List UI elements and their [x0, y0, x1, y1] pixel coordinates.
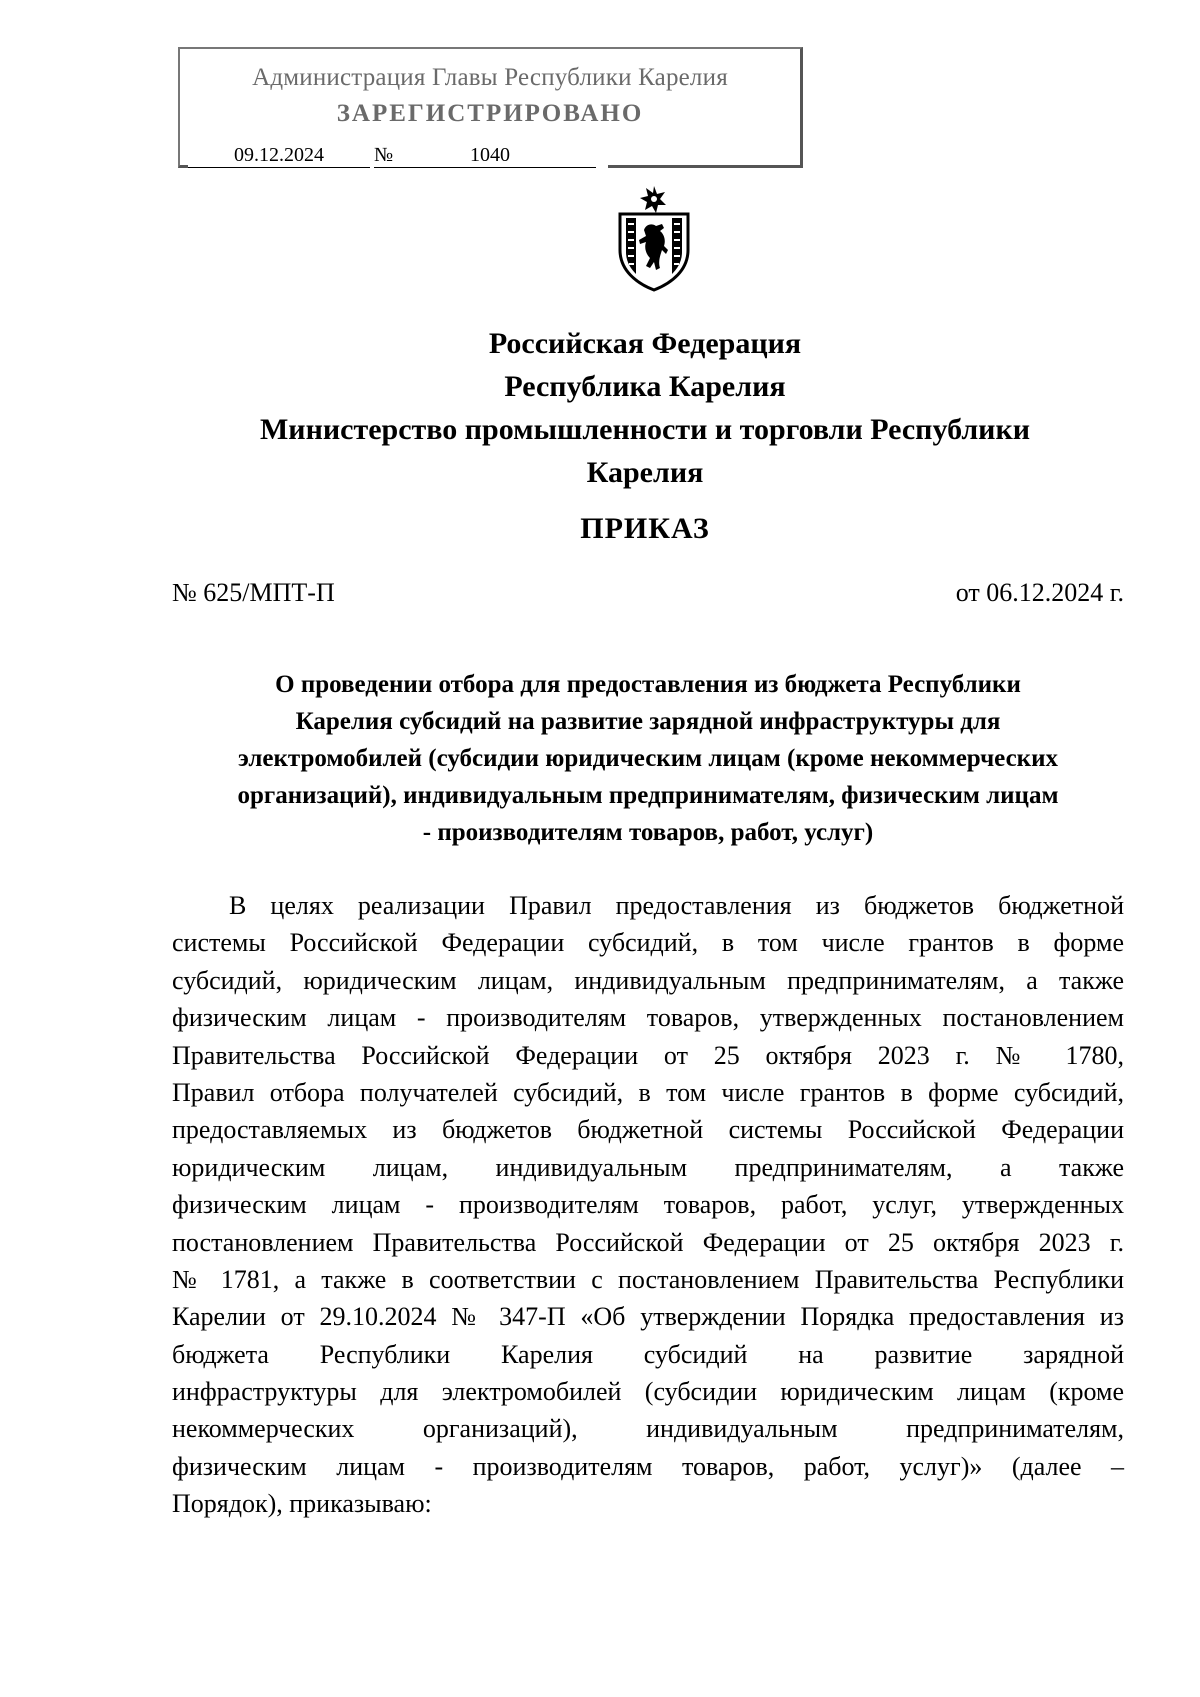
body-line: Правил отбора получателей субсидий, в том числе грантов в форме субсидий,: [172, 1077, 1124, 1107]
order-meta: [172, 578, 1124, 614]
body-line: системы Российской Федерации субсидий, в том числе грантов в форме: [172, 928, 1124, 958]
registration-stamp: [178, 47, 804, 169]
header-republic: Республика Карелия: [504, 370, 786, 403]
body-line: физическим лицам - производителям товаров, работ, услуг, утвержденных: [172, 1190, 1124, 1220]
body-line: Правительства Российской Федерации от 25 октября 2023 г. № 1780,: [172, 1040, 1124, 1070]
stamp-registration-line: [188, 143, 608, 169]
header-country: Российская Федерация: [488, 327, 802, 360]
order-date: от 06.12.2024 г.: [955, 578, 1124, 607]
body-line: Карелии от 29.10.2024 № 347-П «Об утверждении Порядка предоставления из: [172, 1302, 1124, 1332]
subject-line: организаций), индивидуальным предпринимателям, физическим лицам: [237, 782, 1059, 809]
stamp-status: ЗАРЕГИСТРИРОВАНО: [336, 100, 644, 127]
body-line: Порядок), приказываю:: [172, 1489, 432, 1519]
body-line: В целях реализации Правил предоставления из бюджетов бюджетной: [229, 891, 1124, 920]
registration-date: 09.12.2024: [188, 143, 370, 168]
document-type: ПРИКАЗ: [580, 512, 710, 545]
body-line: предоставляемых из бюджетов бюджетной системы Российской Федерации: [172, 1115, 1124, 1145]
registration-number-sign: №: [374, 143, 400, 168]
body-line: субсидий, юридическим лицам, индивидуальным предпринимателям, а также: [172, 965, 1124, 995]
header-ministry-cont: Карелия: [586, 456, 704, 489]
body-line: физическим лицам - производителям товаров, утвержденных постановлением: [172, 1003, 1124, 1033]
body-line: юридическим лицам, индивидуальным предпринимателям, а также: [172, 1152, 1124, 1182]
body-line: физическим лицам - производителям товаров, работ, услуг)» (далее –: [172, 1451, 1124, 1481]
subject-line: О проведении отбора для предоставления из бюджета Республики: [275, 671, 1021, 698]
subject-line: Карелия субсидий на развитие зарядной инфраструктуры для: [295, 708, 1001, 735]
stamp-title: Администрация Главы Республики Карелия: [252, 64, 728, 91]
order-number: № 625/МПТ-П: [172, 578, 335, 607]
body-line: бюджета Республики Карелия субсидий на развитие зарядной: [172, 1339, 1124, 1369]
registration-number: 1040: [400, 143, 596, 168]
header-ministry: Министерство промышленности и торговли Республики: [259, 413, 1031, 446]
body-line: инфраструктуры для электромобилей (субсидии юридическим лицам (кроме: [172, 1377, 1124, 1407]
order-body: [172, 887, 1124, 1523]
subject-line: - производителям товаров, работ, услуг): [422, 819, 874, 846]
body-line: постановлением Правительства Российской Федерации от 25 октября 2023 г.: [172, 1227, 1124, 1257]
subject-line: электромобилей (субсидии юридическим лицам (кроме некоммерческих: [238, 745, 1058, 772]
body-line: некоммерческих организаций), индивидуальным предпринимателям,: [172, 1414, 1124, 1444]
karelia-coat-of-arms-icon: [612, 184, 696, 292]
document-header: [150, 322, 1140, 494]
order-subject: [170, 666, 1126, 851]
body-line: № 1781, а также в соответствии с постановлением Правительства Республики: [172, 1264, 1124, 1294]
